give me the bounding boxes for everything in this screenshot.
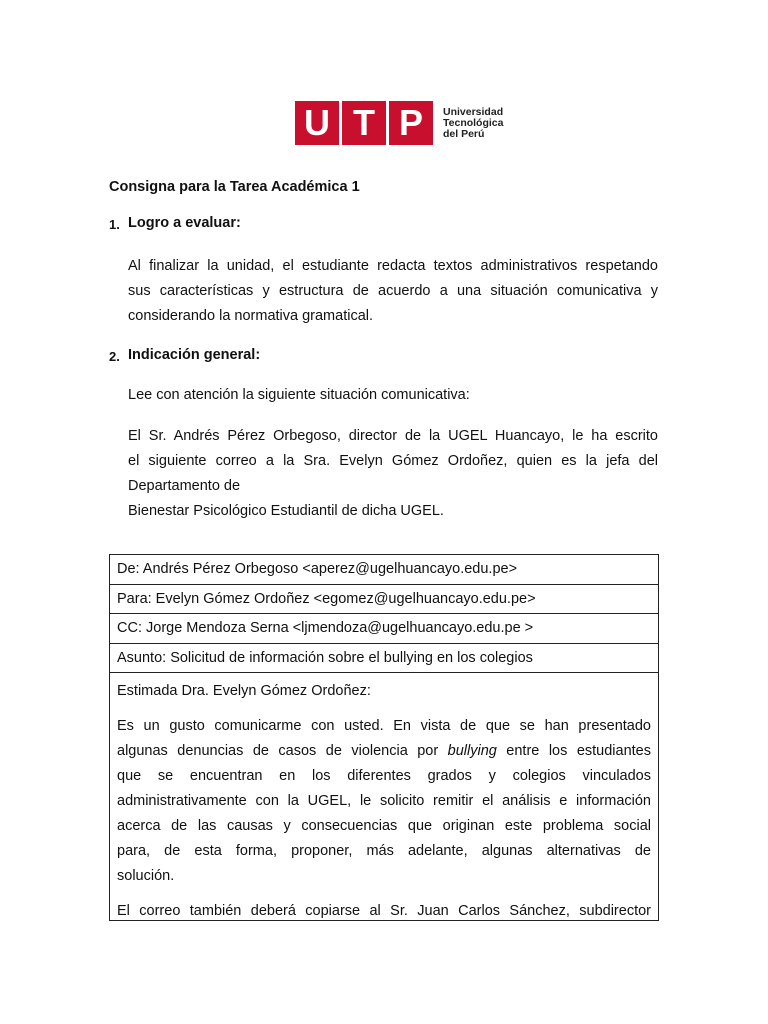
body-line: solución.	[117, 868, 175, 884]
paragraph-line: Al finalizar la unidad, el estudiante redacta textos administrativos respetando	[128, 258, 658, 274]
email-subject-row: Asunto: Solicitud de información sobre el bullying en los colegios	[110, 644, 658, 674]
email-greeting: Estimada Dra. Evelyn Gómez Ordoñez:	[117, 683, 371, 699]
body-line: que se encuentran en los diferentes grados y colegios vinculados	[117, 768, 651, 784]
section-number: 1.	[109, 217, 120, 232]
paragraph-line: Departamento de	[128, 478, 241, 494]
section-1-heading	[109, 215, 241, 235]
paragraph-line: El Sr. Andrés Pérez Orbegoso, director de la UGEL Huancayo, le ha escrito	[128, 428, 658, 444]
logo-text-line: Tecnológica	[443, 116, 504, 129]
logo-letters	[295, 101, 433, 145]
paragraph-line: considerando la normativa gramatical.	[128, 308, 374, 324]
logo-wordmark	[443, 107, 503, 140]
email-to-row: Para: Evelyn Gómez Ordoñez <egomez@ugelhuancayo.edu.pe>	[110, 585, 658, 615]
logo-letter-u: U	[295, 101, 339, 145]
body-line: administrativamente con la UGEL, le solicito remitir el análisis e información	[117, 793, 651, 809]
body-line: El correo también deberá copiarse al Sr. Juan Carlos Sánchez, subdirector	[117, 903, 651, 919]
paragraph-line: sus características y estructura de acuerdo a una situación comunicativa y	[128, 283, 658, 299]
paragraph-line: Bienestar Psicológico Estudiantil de dicha UGEL.	[128, 503, 444, 519]
section-2-paragraph	[128, 424, 658, 524]
section-number: 2.	[109, 349, 120, 364]
section-1-paragraph	[128, 254, 658, 329]
email-closing-paragraph	[117, 899, 651, 921]
email-table	[109, 554, 659, 921]
section-2-intro: Lee con atención la siguiente situación comunicativa:	[128, 387, 470, 403]
email-cc-row: CC: Jorge Mendoza Serna <ljmendoza@ugelhuancayo.edu.pe >	[110, 614, 658, 644]
logo-text-line: Universidad	[443, 105, 504, 118]
email-body-paragraph	[117, 714, 651, 889]
logo-letter-p: P	[389, 101, 433, 145]
email-from-row: De: Andrés Pérez Orbegoso <aperez@ugelhuancayo.edu.pe>	[110, 555, 658, 585]
utp-logo	[295, 101, 503, 145]
paragraph-line: el siguiente correo a la Sra. Evelyn Gómez Ordoñez, quien es la jefa del	[128, 453, 658, 469]
body-text: algunas denuncias de casos de violencia por	[117, 743, 448, 759]
logo-text-line: del Perú	[443, 127, 485, 140]
email-body	[110, 673, 658, 921]
body-line: acerca de las causas y consecuencias que originan este problema social	[117, 818, 651, 834]
document-title: Consigna para la Tarea Académica 1	[109, 179, 360, 195]
body-text: entre los estudiantes	[496, 743, 651, 759]
bullying-italic: bullying	[447, 743, 497, 759]
section-heading-text: Logro a evaluar:	[128, 215, 241, 231]
section-2-heading	[109, 347, 260, 367]
section-heading-text: Indicación general:	[128, 347, 261, 363]
body-line: Es un gusto comunicarme con usted. En vista de que se han presentado	[117, 718, 651, 734]
body-line: para, de esta forma, proponer, más adelante, algunas alternativas de	[117, 843, 651, 859]
body-line-with-italic	[117, 739, 651, 764]
logo-letter-t: T	[342, 101, 386, 145]
